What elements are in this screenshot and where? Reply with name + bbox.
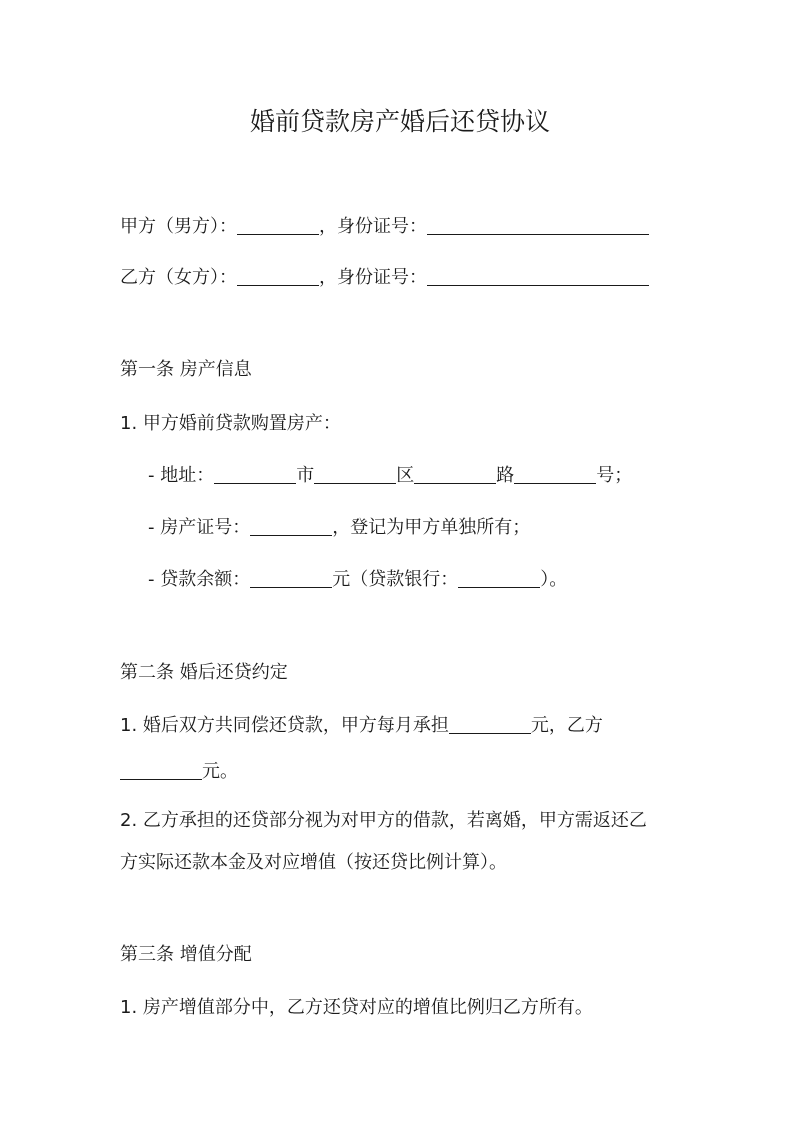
article2-item1-line1: [120, 713, 603, 739]
loan-suffix: ）。: [540, 569, 568, 590]
district-label: 区: [396, 465, 415, 486]
road-label: 路: [496, 465, 515, 486]
cert-line: [148, 515, 530, 541]
document-title: 婚前贷款房产婚后还贷协议: [249, 107, 550, 136]
party-a-line: [120, 214, 649, 240]
cert-blank: [250, 515, 332, 536]
cert-suffix: ，登记为甲方单独所有；: [332, 517, 531, 538]
article1-heading: 第一条 房产信息: [120, 359, 252, 380]
party-b-label: 乙方（女方）：: [120, 267, 237, 288]
loan-label: - 贷款余额：: [148, 569, 251, 590]
party-b-id-label: ，身份证号：: [319, 267, 427, 288]
party-b-line: [120, 265, 649, 291]
road-blank: [414, 463, 496, 484]
cert-label: - 房产证号：: [148, 517, 251, 538]
address-line: [148, 463, 632, 489]
article3-item1: 1. 房产增值部分中，乙方还贷对应的增值比例归乙方所有。: [120, 997, 593, 1018]
address-label: - 地址：: [148, 465, 215, 486]
number-blank: [514, 463, 596, 484]
party-a-id-label: ，身份证号：: [319, 216, 427, 237]
party-a-id-blank: [427, 214, 649, 235]
district-blank: [314, 463, 396, 484]
article2-item1-end: 元。: [202, 761, 238, 782]
article3-heading: 第三条 增值分配: [120, 944, 252, 965]
number-label: 号；: [596, 465, 633, 486]
loan-bank-blank: [458, 567, 540, 588]
party-a-label: 甲方（男方）：: [120, 216, 237, 237]
party-a-name-blank: [237, 214, 319, 235]
party-b-monthly-blank: [120, 759, 202, 780]
article2-item2-line1: 2. 乙方承担的还贷部分视为对甲方的借款，若离婚，甲方需返还乙: [120, 810, 647, 831]
article1-item1: 1. 甲方婚前贷款购置房产：: [120, 413, 341, 434]
loan-bank-label: 元（贷款银行：: [332, 569, 459, 590]
article2-item2-line2: 方实际还款本金及对应增值（按还贷比例计算）。: [120, 852, 507, 873]
loan-amount-blank: [250, 567, 332, 588]
article2-heading: 第二条 婚后还贷约定: [120, 662, 288, 683]
article2-item1-mid: 元，乙方: [530, 715, 603, 736]
party-b-id-blank: [427, 265, 649, 286]
article2-item1-line2: [120, 759, 238, 785]
loan-line: [148, 567, 567, 593]
article2-item1-text: 1. 婚后双方共同偿还贷款，甲方每月承担: [120, 715, 449, 736]
party-a-monthly-blank: [449, 713, 531, 734]
party-b-name-blank: [237, 265, 319, 286]
city-blank: [214, 463, 296, 484]
city-label: 市: [296, 465, 315, 486]
